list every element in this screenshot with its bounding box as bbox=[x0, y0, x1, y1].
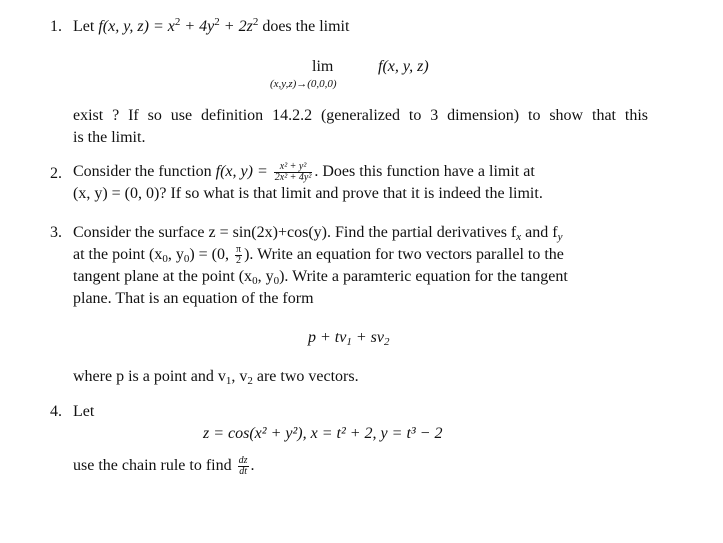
problem-number: 4. bbox=[50, 403, 62, 420]
problem-3-line-1: Consider the surface z = sin(2x)+cos(y). Find the partial derivatives $f_x$ and $f_y$ bbox=[73, 224, 563, 243]
problem-number: 2. bbox=[50, 165, 62, 182]
problem-1-statement bbox=[73, 16, 648, 38]
problem-4-task: use the chain rule to find $\frac{dz}{dt}$ . bbox=[73, 454, 255, 477]
problem-3-line-3: tangent plane at the point ($x_0$, $y_0$). Write a paramteric equation for the tangent bbox=[73, 268, 568, 287]
pi-over-two: $\frac{\pi}{2}$ bbox=[236, 243, 242, 266]
problem-number: 1. bbox=[50, 18, 62, 35]
parametric-equation: $p + tv_1 + sv_2$ bbox=[308, 329, 390, 348]
problem-2-line-1: Consider the function f(x, y) = $\frac{\text{x² + y²}}{\text{2x² + 4y²}}$ . Does this function have a limit at bbox=[73, 160, 535, 183]
problem-3-line-2: at the point ($x_0$, $y_0) = (0$, $\frac{\pi}{2}$ ). Write an equation for two vectors parallel to the bbox=[73, 243, 564, 266]
problem-4-intro: Let bbox=[73, 403, 95, 420]
problem-2-statement: Consider the function f(x, y) = $\frac{\text{x² + y²}}{\text{2x² + 4y²}}$ . Does this function have a limit at (x, y) = (0, 0)? If so what is that limit and prove that it is indeed the limit. bbox=[73, 161, 648, 205]
problem-3-statement: Consider the surface z = sin(2x)+cos(y). Find the partial derivatives $f_x$ and $f_y$ at the point ($x_0$, $y_0) = (0$, $\frac{\pi}{2}$ ). Write an equation for two vectors parallel to the tangent plane at the point ($x_0$, $y_0$). Write a paramteric equation for the tangent plane. That is an equation of the form bbox=[73, 222, 648, 310]
problem-1-continuation: exist ? If so use definition 14.2.2 (generalized to 3 dimension) to show that this is the limit. bbox=[73, 107, 648, 146]
derivative-fraction: $\frac{dz}{dt}$ bbox=[238, 454, 248, 477]
problem-3-where: where p is a point and $v_1$, $v_2$ are two vectors. bbox=[73, 368, 359, 387]
problem-1-line-1: Let f(x, y, $z) = x^2 + 4y^2 + 2z^2$ does the limit bbox=[73, 16, 350, 35]
problem-number: 3. bbox=[50, 224, 62, 241]
fraction: $\frac{\text{x² + y²}}{\text{2x² + 4y²}}$ bbox=[274, 160, 312, 183]
chain-rule-equations: z = cos(x² + y²), x = t² + 2, y = t³ − 2 bbox=[203, 425, 443, 442]
